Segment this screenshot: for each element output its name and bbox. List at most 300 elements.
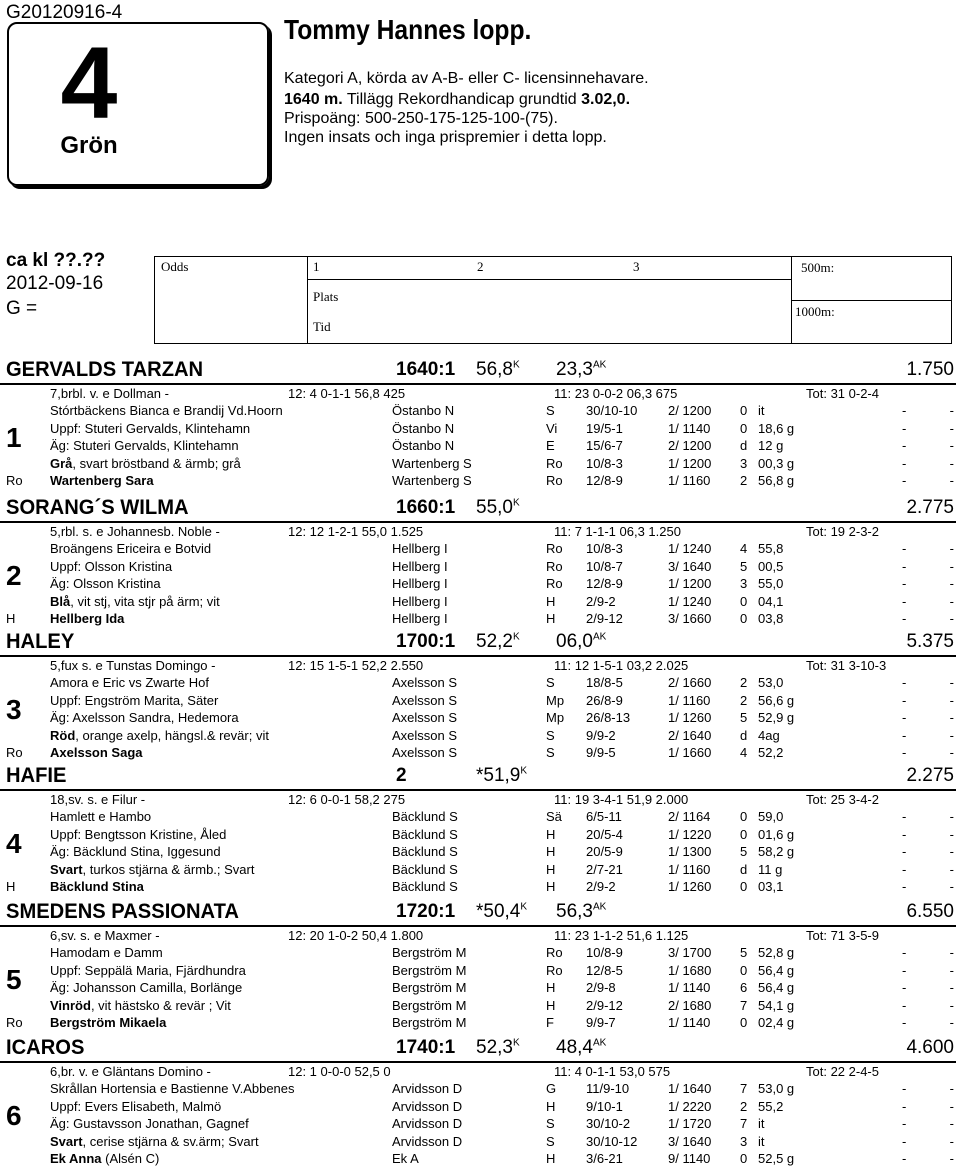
horse-prize: 4.600 bbox=[906, 1037, 954, 1058]
race-handicap-text: Tillägg Rekordhandicap grundtid bbox=[342, 91, 582, 108]
horse-info-text: Hamodam e Damm bbox=[50, 945, 163, 960]
result-p: 9/9-2 bbox=[586, 727, 616, 743]
result-p: 20/5-9 bbox=[586, 844, 623, 860]
horse-total: Tot: 31 3-10-3 bbox=[806, 658, 887, 673]
result-p: 12/8-5 bbox=[586, 962, 623, 978]
result-o2: - bbox=[949, 541, 954, 556]
result-km: 55,2 bbox=[758, 1098, 784, 1114]
horse-info-text: Uppf: Evers Elisabeth, Malmö bbox=[50, 1098, 222, 1114]
result-km: 56,4 g bbox=[758, 980, 795, 996]
result-t: H bbox=[546, 611, 556, 627]
horse-name: HALEY bbox=[6, 630, 75, 653]
result-km: 52,9 g bbox=[758, 710, 795, 726]
horse-year-2012: 12: 4 0-1-1 56,8 425 bbox=[288, 386, 406, 401]
result-o2: - bbox=[949, 1081, 954, 1096]
result-dist: 1/ 1660 bbox=[668, 745, 712, 761]
horse-info-bold: Bäcklund Stina bbox=[50, 879, 144, 895]
horse-record: 2 bbox=[396, 765, 407, 786]
result-d: Hellberg I bbox=[392, 541, 448, 556]
horse-start-number: 5 bbox=[6, 964, 22, 995]
result-o1: - bbox=[902, 1098, 907, 1114]
horse-stats: 7,brbl. v. e Dollman - bbox=[50, 386, 169, 401]
odds-plats-label: Plats bbox=[313, 289, 339, 304]
result-pos: 6 bbox=[740, 980, 748, 996]
horse-best-time-value: 56,8 bbox=[476, 359, 513, 380]
result-o1: - bbox=[902, 576, 907, 592]
horse-info-row bbox=[50, 1015, 166, 1030]
horse-separator bbox=[0, 521, 956, 523]
result-pos: 3 bbox=[740, 455, 748, 471]
result-km: 59,0 bbox=[758, 809, 784, 824]
result-dist: 1/ 1200 bbox=[668, 455, 712, 471]
odds-label: Odds bbox=[161, 259, 189, 274]
horse-info-row bbox=[50, 809, 151, 824]
result-p: 9/9-5 bbox=[586, 745, 616, 761]
result-p: 11/9-10 bbox=[586, 1081, 630, 1096]
horse-record: 1660:1 bbox=[396, 497, 456, 518]
horse-info-bold: Röd bbox=[50, 727, 76, 743]
result-p: 10/8-9 bbox=[586, 945, 623, 960]
horse-info-row bbox=[50, 594, 220, 609]
horse-info-text: Amora e Eric vs Zwarte Hof bbox=[50, 675, 209, 690]
result-o2: - bbox=[949, 809, 954, 824]
result-d: Axelsson S bbox=[392, 727, 458, 743]
result-o1: - bbox=[902, 997, 907, 1013]
horse-year-2012: 12: 20 1-0-2 50,4 1.800 bbox=[288, 928, 424, 943]
result-dist: 2/ 1200 bbox=[668, 438, 712, 454]
result-pos: 0 bbox=[740, 809, 748, 824]
result-dist: 1/ 1640 bbox=[668, 1081, 712, 1096]
race-g-value: G = bbox=[6, 298, 38, 319]
result-o2: - bbox=[949, 997, 954, 1013]
result-km: 02,4 g bbox=[758, 1015, 795, 1031]
result-d: Bäcklund S bbox=[392, 844, 458, 860]
race-date: 2012-09-16 bbox=[6, 273, 104, 294]
horse-year-2011: 11: 23 0-0-2 06,3 675 bbox=[554, 386, 678, 401]
result-d: Östanbo N bbox=[392, 403, 455, 418]
result-o1: - bbox=[902, 844, 907, 860]
horse-year-2011: 11: 23 1-1-2 51,6 1.125 bbox=[554, 928, 689, 943]
result-d: Hellberg I bbox=[392, 593, 448, 609]
result-t: Ro bbox=[546, 945, 563, 960]
result-dist: 1/ 1160 bbox=[668, 473, 711, 489]
result-km: 00,5 bbox=[758, 558, 784, 574]
horse-auto-time-value: 06,0 bbox=[556, 631, 593, 652]
horse-auto-time bbox=[556, 359, 606, 381]
race-points: Prispoäng: 500-250-175-125-100-(75). bbox=[284, 110, 558, 127]
result-p: 20/5-4 bbox=[586, 826, 623, 842]
result-o1: - bbox=[902, 1151, 907, 1167]
horse-best-time bbox=[476, 765, 527, 787]
result-t: H bbox=[546, 879, 556, 895]
result-pos: 5 bbox=[740, 945, 748, 960]
horse-info-text: Äg: Stuteri Gervalds, Klintehamn bbox=[50, 438, 239, 454]
result-o1: - bbox=[902, 710, 907, 726]
horse-year-2011: 11: 19 3-4-1 51,9 2.000 bbox=[554, 792, 689, 807]
result-t: Mp bbox=[546, 710, 565, 726]
horse-auto-time bbox=[556, 1037, 606, 1059]
horse-best-time-sup: K bbox=[520, 901, 528, 913]
result-dist: 1/ 1260 bbox=[668, 879, 712, 895]
horse-best-time-sup: K bbox=[512, 1037, 520, 1049]
result-d: Hellberg I bbox=[392, 558, 448, 574]
horse-record: 1700:1 bbox=[396, 631, 456, 652]
horse-total: Tot: 22 2-4-5 bbox=[806, 1064, 879, 1079]
odds-500m-label: 500m: bbox=[801, 260, 835, 275]
horse-info-text: (Alsén C) bbox=[101, 1151, 160, 1167]
result-o2: - bbox=[949, 1116, 954, 1132]
odds-tid-label: Tid bbox=[313, 319, 331, 334]
result-t: S bbox=[546, 675, 555, 690]
horse-info-text: , orange axelp, hängsl.& revär; vit bbox=[75, 727, 269, 743]
horse-info-text: , vit stj, vita stjr på ärm; vit bbox=[70, 593, 220, 609]
result-d: Axelsson S bbox=[392, 675, 458, 690]
horse-best-time-value: 52,2 bbox=[476, 631, 513, 652]
result-o2: - bbox=[949, 826, 954, 842]
horse-info-text: Uppf: Olsson Kristina bbox=[50, 558, 173, 574]
horse-record: 1640:1 bbox=[396, 359, 456, 380]
result-d: Hellberg I bbox=[392, 611, 448, 627]
result-o2: - bbox=[949, 861, 954, 877]
result-p: 2/9-8 bbox=[586, 980, 616, 996]
result-d: Axelsson S bbox=[392, 710, 458, 726]
horse-stats: 6,br. v. e Gläntans Domino - bbox=[50, 1064, 211, 1079]
result-km: 55,0 bbox=[758, 576, 784, 592]
result-o1: - bbox=[902, 692, 907, 708]
result-dist: 1/ 1140 bbox=[668, 1015, 711, 1031]
result-dist: 1/ 1720 bbox=[668, 1116, 712, 1132]
horse-name: SMEDENS PASSIONATA bbox=[6, 900, 239, 923]
horse-start-number: 4 bbox=[6, 828, 22, 859]
result-t: Ro bbox=[546, 558, 563, 574]
result-t: Ro bbox=[546, 541, 563, 556]
horse-track-code: Ro bbox=[6, 473, 23, 489]
result-t: Ro bbox=[546, 962, 563, 978]
result-o1: - bbox=[902, 1116, 907, 1132]
result-dist: 1/ 1220 bbox=[668, 826, 712, 842]
result-t: Vi bbox=[546, 420, 558, 436]
result-dist: 3/ 1640 bbox=[668, 558, 712, 574]
horse-info-row bbox=[50, 456, 241, 471]
result-t: S bbox=[546, 403, 555, 418]
horse-best-time-sup: K bbox=[512, 359, 520, 371]
horse-separator bbox=[0, 383, 956, 385]
result-dist: 1/ 1260 bbox=[668, 710, 712, 726]
horse-best-time-value: 55,0 bbox=[476, 497, 513, 518]
horse-info-bold: Grå bbox=[50, 455, 73, 471]
result-km: it bbox=[758, 1116, 765, 1132]
result-d: Bäcklund S bbox=[392, 826, 458, 842]
horse-info-row bbox=[50, 945, 163, 960]
result-km: 01,6 g bbox=[758, 826, 795, 842]
result-o1: - bbox=[902, 593, 907, 609]
result-t: Sä bbox=[546, 809, 562, 824]
horse-name: SORANG´S WILMA bbox=[6, 496, 189, 519]
result-km: 56,8 g bbox=[758, 473, 795, 489]
horse-info-text: Broängens Ericeira e Botvid bbox=[50, 541, 212, 556]
result-o1: - bbox=[902, 611, 907, 627]
horse-info-bold: Bergström Mikaela bbox=[50, 1015, 167, 1031]
result-o1: - bbox=[902, 558, 907, 574]
horse-total: Tot: 25 3-4-2 bbox=[806, 792, 879, 807]
result-o2: - bbox=[949, 576, 954, 592]
result-pos: 7 bbox=[740, 1081, 748, 1096]
result-d: Bäcklund S bbox=[392, 879, 458, 895]
result-dist: 2/ 1680 bbox=[668, 997, 712, 1013]
result-dist: 2/ 1640 bbox=[668, 727, 712, 743]
horse-start-number: 6 bbox=[6, 1100, 22, 1131]
horse-info-bold: Svart bbox=[50, 861, 83, 877]
result-p: 15/6-7 bbox=[586, 438, 623, 454]
horse-stats: 6,sv. s. e Maxmer - bbox=[50, 928, 160, 943]
result-t: H bbox=[546, 997, 556, 1013]
result-p: 10/8-7 bbox=[586, 558, 623, 574]
race-start-time: ca kl ??.?? bbox=[6, 250, 106, 271]
result-d: Bäcklund S bbox=[392, 809, 458, 824]
race-distance-value: 1640 m. bbox=[284, 91, 343, 108]
horse-info-text: , turkos stjärna & ärmb.; Svart bbox=[82, 861, 255, 877]
result-t: S bbox=[546, 1133, 555, 1149]
result-t: H bbox=[546, 980, 556, 996]
result-o1: - bbox=[902, 745, 907, 761]
result-km: 53,0 bbox=[758, 675, 784, 690]
result-t: Ro bbox=[546, 576, 563, 592]
result-o2: - bbox=[949, 675, 954, 690]
result-p: 2/7-21 bbox=[586, 861, 623, 877]
result-km: 58,2 g bbox=[758, 844, 795, 860]
result-km: 11 g bbox=[758, 861, 783, 877]
result-km: 12 g bbox=[758, 438, 784, 454]
result-o1: - bbox=[902, 675, 907, 690]
horse-info-text: Uppf: Stuteri Gervalds, Klintehamn bbox=[50, 420, 251, 436]
result-d: Wartenberg S bbox=[392, 473, 472, 489]
result-o2: - bbox=[949, 710, 954, 726]
result-t: Ro bbox=[546, 473, 563, 489]
horse-record: 1720:1 bbox=[396, 901, 456, 922]
race-color: Grön bbox=[60, 132, 118, 159]
horse-info-row bbox=[50, 980, 242, 995]
result-o2: - bbox=[949, 420, 954, 436]
result-o1: - bbox=[902, 541, 907, 556]
result-t: S bbox=[546, 1116, 555, 1132]
horse-info-row bbox=[50, 473, 154, 488]
result-dist: 2/ 1164 bbox=[668, 809, 711, 824]
horse-info-row bbox=[50, 710, 239, 725]
result-o2: - bbox=[949, 745, 954, 761]
result-km: 4ag bbox=[758, 727, 780, 743]
result-pos: 0 bbox=[740, 403, 748, 418]
horse-total: Tot: 19 2-3-2 bbox=[806, 524, 879, 539]
result-km: it bbox=[758, 1133, 765, 1149]
result-km: 00,3 g bbox=[758, 455, 795, 471]
horse-track-code: Ro bbox=[6, 745, 23, 761]
horse-info-row bbox=[50, 675, 209, 690]
result-t: F bbox=[546, 1015, 554, 1031]
horse-info-text: Uppf: Seppälä Maria, Fjärdhundra bbox=[50, 962, 246, 978]
horse-info-text: Äg: Axelsson Sandra, Hedemora bbox=[50, 710, 239, 726]
result-d: Arvidsson D bbox=[392, 1081, 463, 1096]
result-p: 12/8-9 bbox=[586, 576, 623, 592]
horse-best-time bbox=[476, 631, 520, 653]
result-pos: d bbox=[740, 861, 748, 877]
result-o2: - bbox=[949, 727, 954, 743]
horse-info-text: Äg: Gustavsson Jonathan, Gagnef bbox=[50, 1116, 249, 1132]
race-base-time: 3.02,0. bbox=[581, 91, 631, 108]
horse-auto-time-sup: AK bbox=[592, 631, 607, 643]
race-distance bbox=[284, 91, 630, 109]
result-o1: - bbox=[902, 455, 907, 471]
result-t: E bbox=[546, 438, 555, 454]
horse-entry bbox=[0, 628, 960, 764]
horse-prize: 1.750 bbox=[906, 359, 954, 380]
result-pos: 0 bbox=[740, 420, 748, 436]
result-p: 30/10-10 bbox=[586, 403, 638, 418]
result-o2: - bbox=[949, 879, 954, 895]
horse-best-time bbox=[476, 1037, 520, 1059]
horse-start-number: 2 bbox=[6, 560, 22, 591]
result-dist: 1/ 1240 bbox=[668, 541, 712, 556]
result-p: 2/9-2 bbox=[586, 879, 616, 895]
result-pos: 2 bbox=[740, 692, 748, 708]
horse-info-row bbox=[50, 438, 239, 453]
result-p: 10/8-3 bbox=[586, 455, 623, 471]
horse-info-row bbox=[50, 1081, 295, 1096]
race-category: Kategori A, körda av A-B- eller C- licensinnehavare. bbox=[284, 70, 649, 87]
result-o2: - bbox=[949, 403, 954, 418]
result-pos: 0 bbox=[740, 962, 748, 978]
result-o2: - bbox=[949, 962, 954, 978]
horse-info-row bbox=[50, 963, 246, 978]
horse-info-row bbox=[50, 693, 218, 708]
result-p: 9/10-1 bbox=[586, 1098, 623, 1114]
result-km: 56,6 g bbox=[758, 692, 795, 708]
result-t: Ro bbox=[546, 455, 563, 471]
horse-track-code: Ro bbox=[6, 1015, 23, 1031]
result-p: 10/8-3 bbox=[586, 541, 623, 556]
odds-1000m-label: 1000m: bbox=[795, 304, 835, 319]
result-o2: - bbox=[949, 438, 954, 454]
horse-info-row bbox=[50, 541, 211, 556]
result-o1: - bbox=[902, 1015, 907, 1031]
result-pos: 7 bbox=[740, 1116, 748, 1132]
horse-info-row bbox=[50, 728, 269, 743]
result-km: 53,0 g bbox=[758, 1081, 795, 1096]
result-pos: 0 bbox=[740, 593, 748, 609]
horse-auto-time-sup: AK bbox=[592, 359, 607, 371]
horse-best-time-sup: K bbox=[512, 631, 520, 643]
horse-best-time-value: *51,9 bbox=[476, 765, 521, 786]
result-t: H bbox=[546, 861, 556, 877]
result-pos: 4 bbox=[740, 745, 748, 761]
result-d: Bergström M bbox=[392, 997, 467, 1013]
horse-separator bbox=[0, 789, 956, 791]
horse-info-row bbox=[50, 1151, 159, 1166]
horse-best-time-sup: K bbox=[512, 497, 520, 509]
result-km: 03,1 bbox=[758, 879, 784, 895]
result-dist: 1/ 1140 bbox=[668, 420, 711, 436]
horse-info-bold: Axelsson Saga bbox=[50, 745, 143, 761]
result-o1: - bbox=[902, 1133, 907, 1149]
result-t: H bbox=[546, 593, 556, 609]
result-p: 2/9-2 bbox=[586, 593, 616, 609]
result-o1: - bbox=[902, 1081, 907, 1096]
result-pos: 3 bbox=[740, 1133, 748, 1149]
horse-best-time-value: *50,4 bbox=[476, 901, 521, 922]
horse-separator bbox=[0, 1061, 956, 1063]
horse-auto-time-sup: AK bbox=[592, 1037, 607, 1049]
result-o1: - bbox=[902, 727, 907, 743]
horse-info-row bbox=[50, 421, 250, 436]
result-d: Bergström M bbox=[392, 962, 467, 978]
horse-auto-time-value: 48,4 bbox=[556, 1037, 593, 1058]
horse-info-text: Stórtbäckens Bianca e Brandij Vd.Hoorn bbox=[50, 403, 283, 418]
result-o1: - bbox=[902, 962, 907, 978]
horse-info-bold: Wartenberg Sara bbox=[50, 473, 154, 489]
horse-auto-time bbox=[556, 901, 606, 923]
result-o2: - bbox=[949, 1098, 954, 1114]
odds-grid bbox=[154, 256, 952, 344]
odds-col-3: 3 bbox=[633, 259, 640, 274]
result-o2: - bbox=[949, 611, 954, 627]
horse-name: HAFIE bbox=[6, 764, 67, 787]
horse-entry bbox=[0, 898, 960, 1034]
result-t: S bbox=[546, 745, 555, 761]
horse-info-bold: Hellberg Ida bbox=[50, 611, 125, 627]
result-t: S bbox=[546, 727, 555, 743]
horse-auto-time-sup: AK bbox=[592, 901, 607, 913]
result-d: Östanbo N bbox=[392, 420, 455, 436]
result-pos: d bbox=[740, 438, 748, 454]
result-p: 9/9-7 bbox=[586, 1015, 616, 1031]
result-t: H bbox=[546, 1098, 556, 1114]
result-p: 2/9-12 bbox=[586, 611, 623, 627]
horse-info-row bbox=[50, 827, 226, 842]
result-pos: 5 bbox=[740, 558, 748, 574]
result-p: 6/5-11 bbox=[586, 809, 622, 824]
horse-info-bold: Blå bbox=[50, 593, 71, 609]
horse-best-time bbox=[476, 497, 520, 519]
result-o2: - bbox=[949, 558, 954, 574]
horse-best-time bbox=[476, 359, 520, 381]
result-o1: - bbox=[902, 420, 907, 436]
horse-year-2011: 11: 7 1-1-1 06,3 1.250 bbox=[554, 524, 681, 539]
result-pos: 0 bbox=[740, 879, 748, 895]
horse-name: ICAROS bbox=[6, 1036, 85, 1059]
result-km: 04,1 bbox=[758, 593, 784, 609]
odds-col-2: 2 bbox=[477, 259, 484, 274]
horse-info-row bbox=[50, 576, 161, 591]
horse-total: Tot: 31 0-2-4 bbox=[806, 386, 879, 401]
result-d: Arvidsson D bbox=[392, 1133, 463, 1149]
result-pos: 0 bbox=[740, 826, 748, 842]
result-p: 26/8-9 bbox=[586, 692, 623, 708]
result-dist: 3/ 1640 bbox=[668, 1133, 712, 1149]
result-dist: 1/ 1200 bbox=[668, 576, 712, 592]
result-t: H bbox=[546, 1151, 556, 1167]
result-o1: - bbox=[902, 473, 907, 489]
result-km: 03,8 bbox=[758, 611, 784, 627]
race-stake-note: Ingen insats och inga prispremier i detta lopp. bbox=[284, 129, 607, 146]
result-p: 18/8-5 bbox=[586, 675, 623, 690]
result-pos: 0 bbox=[740, 1151, 748, 1167]
result-km: 54,1 g bbox=[758, 997, 795, 1013]
horse-best-time-value: 52,3 bbox=[476, 1037, 513, 1058]
result-d: Arvidsson D bbox=[392, 1116, 463, 1132]
horse-year-2012: 12: 12 1-2-1 55,0 1.525 bbox=[288, 524, 424, 539]
horse-entry bbox=[0, 1034, 960, 1170]
result-pos: 4 bbox=[740, 541, 748, 556]
result-pos: 0 bbox=[740, 611, 748, 627]
